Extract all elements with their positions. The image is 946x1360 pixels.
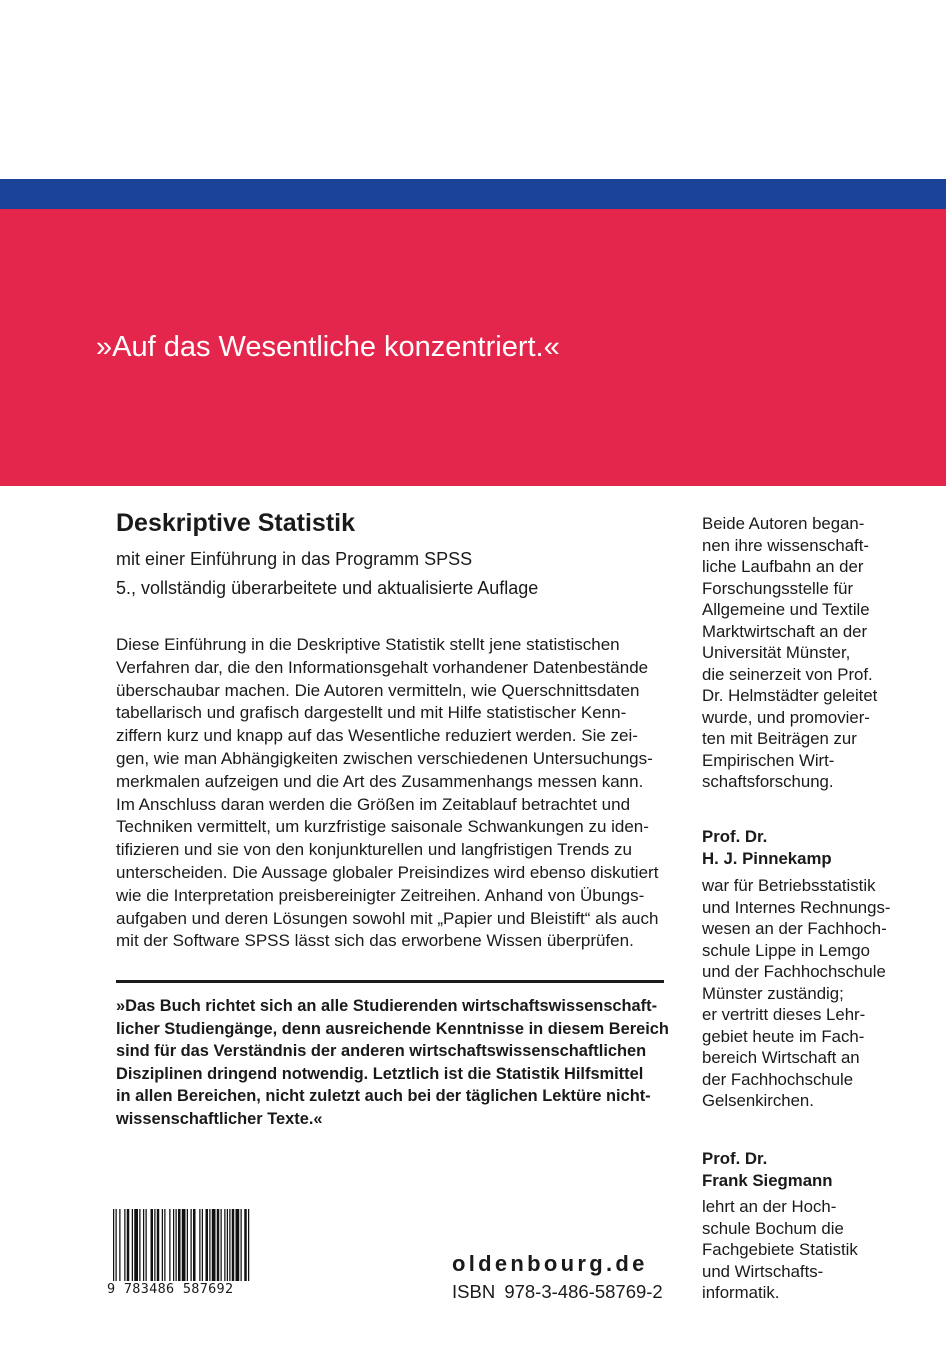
author-pinnekamp-bio bbox=[702, 875, 912, 1112]
barcode-bar bbox=[164, 1209, 165, 1289]
description-line: ziffern kurz und knapp auf das Wesentliche reduziert werden. Sie zei- bbox=[116, 726, 638, 746]
description-line: aufgaben und deren Lösungen sowohl mit „Papier und Bleistift“ als auch bbox=[116, 908, 659, 928]
barcode-bar bbox=[132, 1209, 133, 1289]
barcode-bar bbox=[134, 1209, 138, 1289]
author-bio-line: Gelsenkirchen. bbox=[702, 1091, 814, 1110]
divider-rule bbox=[116, 980, 664, 983]
barcode-bar bbox=[124, 1209, 125, 1289]
author-bio-line: wesen an der Fachhoch- bbox=[702, 919, 887, 938]
barcode-bar bbox=[209, 1209, 210, 1289]
barcode-bar bbox=[199, 1209, 200, 1289]
barcode-digits: 9 783486 587692 bbox=[107, 1281, 250, 1297]
barcode-bar bbox=[116, 1209, 117, 1289]
author-bio-line: gebiet heute im Fach- bbox=[702, 1026, 865, 1046]
description-line: wie die Interpretation preisbereinigter Zeitreihen. Anhand von Übungs- bbox=[116, 885, 645, 905]
author-name-line: Frank Siegmann bbox=[702, 1170, 833, 1190]
tagline: »Auf das Wesentliche konzentriert.« bbox=[96, 331, 560, 363]
quote-line: sind für das Verständnis der anderen wirtschaftswissenschaftlichen bbox=[116, 1042, 647, 1060]
authors-intro bbox=[702, 513, 912, 793]
barcode-bar bbox=[169, 1209, 170, 1289]
authors-intro-line: liche Laufbahn an der bbox=[702, 557, 864, 576]
author-bio-line: und der Fachhochschule bbox=[702, 962, 886, 981]
author-siegmann-name bbox=[702, 1148, 912, 1191]
authors-intro-line: ten mit Beiträgen zur bbox=[702, 729, 857, 748]
author-bio-line: informatik. bbox=[702, 1283, 780, 1302]
quote-line: »Das Buch richtet sich an alle Studierenden wirtschaftswissenschaft- bbox=[116, 997, 658, 1015]
quote-line: Disziplinen dringend notwendig. Letztlich ist die Statistik Hilfsmittel bbox=[116, 1064, 644, 1083]
author-bio-line: und Wirtschafts- bbox=[702, 1261, 824, 1281]
barcode-bar bbox=[244, 1209, 247, 1289]
book-edition: 5., vollständig überarbeitete und aktualisierte Auflage bbox=[116, 578, 539, 598]
barcode-bar bbox=[127, 1209, 130, 1289]
authors-intro-line: Beide Autoren began- bbox=[702, 514, 865, 533]
authors-intro-line: wurde, und promovier- bbox=[702, 707, 870, 727]
description-line: Verfahren dar, die den Informationsgehalt vorhandener Datenbestände bbox=[116, 657, 649, 677]
description-line: unterscheiden. Die Aussage globaler Preisindizes wird ebenso diskutiert bbox=[116, 862, 659, 882]
barcode-bar bbox=[227, 1209, 228, 1289]
isbn-number: ISBN 978-3-486-58769-2 bbox=[452, 1281, 663, 1302]
isbn-barcode bbox=[107, 1209, 250, 1305]
barcode-bar bbox=[224, 1209, 225, 1289]
authors-intro-line: nen ihre wissenschaft- bbox=[702, 535, 869, 555]
author-bio-line: bereich Wirtschaft an bbox=[702, 1048, 860, 1067]
authors-intro-line: die seinerzeit von Prof. bbox=[702, 664, 873, 684]
barcode-bar bbox=[212, 1209, 216, 1289]
author-bio-line: er vertritt dieses Lehr- bbox=[702, 1005, 866, 1024]
book-subtitle: mit einer Einführung in das Programm SPSS bbox=[116, 549, 473, 569]
author-bio-line: schule Bochum die bbox=[702, 1218, 844, 1238]
author-bio-line: Münster zuständig; bbox=[702, 983, 844, 1003]
target-audience-quote bbox=[116, 995, 668, 1130]
quote-line: licher Studiengänge, denn ausreichende Kenntnisse in diesem Bereich bbox=[116, 1019, 669, 1038]
barcode-bars bbox=[113, 1209, 250, 1289]
author-bio-line: Fachgebiete Statistik bbox=[702, 1240, 858, 1259]
quote-line: wissenschaftlicher Texte.« bbox=[116, 1109, 323, 1128]
author-bio-line: der Fachhochschule bbox=[702, 1069, 854, 1089]
barcode-bar bbox=[236, 1209, 240, 1289]
author-name-line: Prof. Dr. bbox=[702, 827, 768, 846]
author-name-line: Prof. Dr. bbox=[702, 1149, 768, 1168]
authors-intro-line: Dr. Helmstädter geleitet bbox=[702, 686, 878, 705]
barcode-bar bbox=[146, 1209, 147, 1289]
authors-intro-line: schaftsforschung. bbox=[702, 772, 834, 791]
author-siegmann-bio bbox=[702, 1196, 912, 1304]
description-line: tabellarisch und grafisch dargestellt und mit Hilfe statistischer Kenn- bbox=[116, 703, 627, 723]
author-bio-line: schule Lippe in Lemgo bbox=[702, 940, 870, 960]
barcode-bar bbox=[157, 1209, 160, 1289]
barcode-bar bbox=[187, 1209, 188, 1289]
publisher-url: oldenbourg.de bbox=[452, 1251, 648, 1276]
barcode-bar bbox=[176, 1209, 177, 1289]
book-title: Deskriptive Statistik bbox=[116, 509, 355, 537]
barcode-bar bbox=[119, 1209, 120, 1289]
barcode-bar bbox=[232, 1209, 235, 1289]
barcode-bar bbox=[139, 1209, 140, 1289]
authors-intro-line: Marktwirtschaft an der bbox=[702, 621, 868, 641]
barcode-bar bbox=[154, 1209, 155, 1289]
barcode-bar bbox=[248, 1209, 249, 1289]
barcode-bar bbox=[191, 1209, 192, 1289]
authors-intro-line: Forschungsstelle für bbox=[702, 578, 854, 598]
barcode-bar bbox=[182, 1209, 186, 1289]
description bbox=[116, 634, 668, 953]
description-line: Techniken vermittelt, um kurzfristige saisonale Schwankungen zu iden- bbox=[116, 817, 649, 837]
barcode-bar bbox=[206, 1209, 209, 1289]
description-line: Im Anschluss daran werden die Größen im Zeitablauf betrachtet und bbox=[116, 794, 631, 814]
description-line: tifizieren und sie von den konjunkturellen und langfristigen Trends zu bbox=[116, 840, 632, 860]
description-line: Diese Einführung in die Deskriptive Statistik stellt jene statistischen bbox=[116, 635, 620, 654]
author-bio-line: lehrt an der Hoch- bbox=[702, 1197, 837, 1216]
barcode-bar bbox=[229, 1209, 230, 1289]
barcode-bar bbox=[162, 1209, 163, 1289]
authors-intro-line: Allgemeine und Textile bbox=[702, 600, 870, 619]
barcode-bar bbox=[113, 1209, 114, 1289]
barcode-bar bbox=[173, 1209, 174, 1289]
barcode-bar bbox=[217, 1209, 220, 1289]
author-bio-line: war für Betriebsstatistik bbox=[702, 876, 876, 895]
blue-band bbox=[0, 179, 946, 209]
barcode-bar bbox=[202, 1209, 203, 1289]
barcode-bar bbox=[151, 1209, 154, 1289]
barcode-bar bbox=[143, 1209, 144, 1289]
description-line: überschaubar machen. Die Autoren vermitteln, wie Querschnittsdaten bbox=[116, 680, 640, 700]
author-bio-line: und Internes Rechnungs- bbox=[702, 897, 891, 917]
description-line: gen, wie man Abhängigkeiten zwischen verschiedenen Untersuchungs- bbox=[116, 748, 653, 768]
barcode-bar bbox=[193, 1209, 196, 1289]
barcode-bar bbox=[241, 1209, 242, 1289]
authors-intro-line: Universität Münster, bbox=[702, 643, 851, 662]
description-line: merkmalen aufzeigen und die Art des Zusammenhangs messen kann. bbox=[116, 771, 644, 791]
quote-line: in allen Bereichen, nicht zuletzt auch bei der täglichen Lektüre nicht- bbox=[116, 1087, 651, 1105]
barcode-bar bbox=[178, 1209, 181, 1289]
description-line: mit der Software SPSS lässt sich das erworbene Wissen überprüfen. bbox=[116, 931, 634, 951]
barcode-bar bbox=[221, 1209, 222, 1289]
authors-intro-line: Empirischen Wirt- bbox=[702, 750, 835, 770]
author-pinnekamp-name bbox=[702, 826, 912, 869]
author-name-line: H. J. Pinnekamp bbox=[702, 848, 832, 868]
